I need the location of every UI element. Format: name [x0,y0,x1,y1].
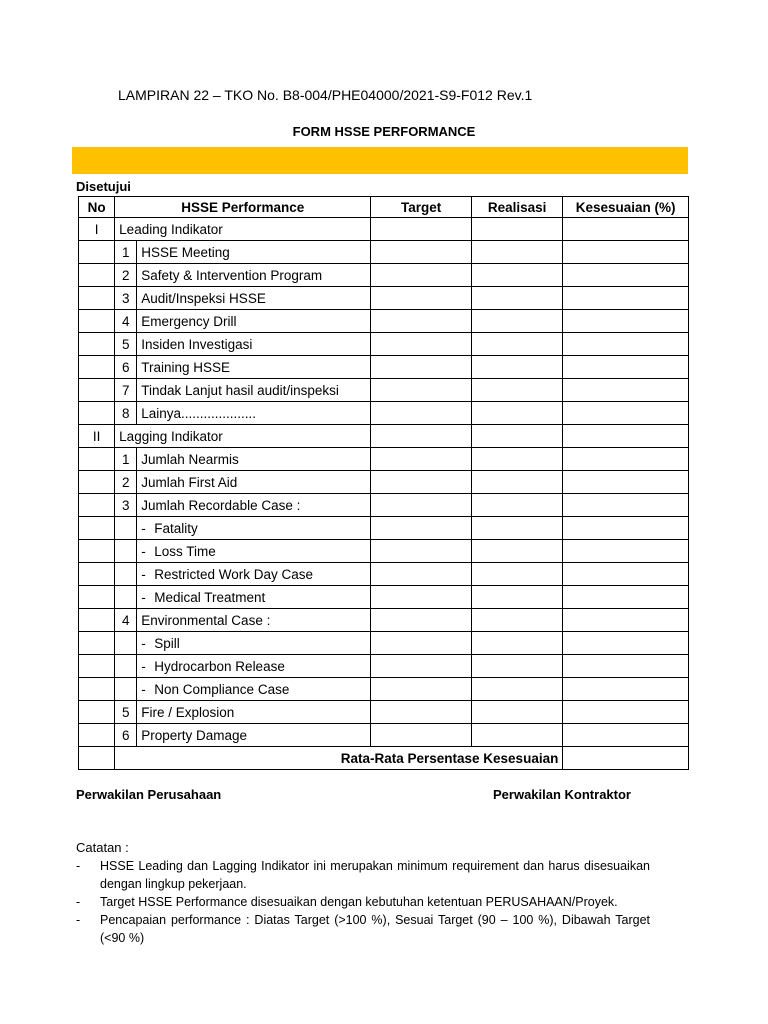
indicator-label-text: Spill [154,635,180,651]
realisasi-cell [471,517,562,540]
column-header-target: Target [371,197,471,218]
target-cell [371,425,471,448]
realisasi-cell [471,724,562,747]
indicator-label-text: Audit/Inspeksi HSSE [141,290,266,306]
contractor-representative-label: Perwakilan Kontraktor [493,787,631,802]
table-row [79,724,689,747]
indicator-label [137,310,371,333]
row-number [79,333,115,356]
approved-label: Disetujui [76,179,131,194]
realisasi-cell [471,471,562,494]
realisasi-cell [471,241,562,264]
indicator-label-text: Emergency Drill [141,313,237,329]
indicator-label-text: Non Compliance Case [154,681,290,697]
realisasi-cell [471,333,562,356]
kesesuaian-cell [563,356,689,379]
target-cell [371,540,471,563]
row-sub-number: 2 [115,471,137,494]
realisasi-cell [471,402,562,425]
kesesuaian-cell [563,655,689,678]
note-text: Pencapaian performance : Diatas Target (>100 %), Sesuai Target (90 – 100 %), Dibawah Target (<90 %) [100,913,650,945]
target-cell [371,379,471,402]
realisasi-cell [471,379,562,402]
indicator-label-text: Jumlah Recordable Case : [141,497,301,513]
realisasi-cell [471,632,562,655]
kesesuaian-cell [563,517,689,540]
kesesuaian-cell [563,563,689,586]
row-sub-number: 5 [115,701,137,724]
indicator-label-text: Environmental Case : [141,612,271,628]
average-blank-cell [79,747,115,770]
accent-bar [72,147,688,174]
average-row [79,747,689,770]
item-dash: - [141,520,146,536]
kesesuaian-cell [563,632,689,655]
table-body [79,197,689,770]
kesesuaian-cell [563,701,689,724]
kesesuaian-cell [563,724,689,747]
table-header-row [79,197,689,218]
table-row [79,218,689,241]
kesesuaian-cell [563,586,689,609]
form-title: FORM HSSE PERFORMANCE [292,124,476,139]
kesesuaian-cell [563,310,689,333]
kesesuaian-cell [563,678,689,701]
indicator-label [137,494,371,517]
target-cell [371,655,471,678]
note-bullet: - [76,859,81,873]
target-cell [371,287,471,310]
note-item [76,911,650,947]
realisasi-cell [471,218,562,241]
indicator-label [137,517,371,540]
kesesuaian-cell [563,241,689,264]
realisasi-cell [471,287,562,310]
indicator-label-text: Loss Time [154,543,216,559]
note-item [76,857,650,893]
row-sub-number [115,517,137,540]
target-cell [371,310,471,333]
kesesuaian-cell [563,402,689,425]
table-row [79,448,689,471]
realisasi-cell [471,540,562,563]
indicator-group-label: Leading Indikator [115,218,371,241]
indicator-label [137,333,371,356]
row-sub-number: 5 [115,333,137,356]
target-cell [371,494,471,517]
indicator-label-text: Safety & Intervention Program [141,267,323,283]
row-sub-number [115,632,137,655]
row-sub-number [115,655,137,678]
note-bullet: - [76,895,81,909]
target-cell [371,218,471,241]
table-row [79,241,689,264]
row-number [79,287,115,310]
indicator-label-text: Jumlah Nearmis [141,451,239,467]
row-number [79,494,115,517]
target-cell [371,517,471,540]
row-sub-number: 3 [115,494,137,517]
note-bullet: - [76,913,81,927]
target-cell [371,471,471,494]
realisasi-cell [471,655,562,678]
row-number [79,701,115,724]
indicator-label [137,724,371,747]
indicator-label-text: Lainya.................... [141,405,257,421]
note-item [76,893,650,911]
indicator-label [137,701,371,724]
row-sub-number [115,563,137,586]
realisasi-cell [471,563,562,586]
realisasi-cell [471,701,562,724]
row-sub-number [115,678,137,701]
column-header-hsse-performance: HSSE Performance [115,197,371,218]
row-sub-number: 1 [115,448,137,471]
indicator-label [137,609,371,632]
realisasi-cell [471,586,562,609]
kesesuaian-cell [563,494,689,517]
table-row [79,701,689,724]
target-cell [371,264,471,287]
document-reference: LAMPIRAN 22 – TKO No. B8-004/PHE04000/2021-S9-F012 Rev.1 [118,87,533,103]
indicator-label-text: Training HSSE [141,359,231,375]
indicator-label [137,287,371,310]
item-dash: - [141,543,146,559]
column-header-realisasi: Realisasi [471,197,562,218]
row-number [79,517,115,540]
row-sub-number: 1 [115,241,137,264]
row-number [79,402,115,425]
row-sub-number [115,540,137,563]
table-row [79,402,689,425]
row-number [79,356,115,379]
target-cell [371,356,471,379]
row-number [79,241,115,264]
note-text: HSSE Leading dan Lagging Indikator ini merupakan minimum requirement dan harus disesuaikan dengan lingkup pekerjaan. [100,859,650,891]
row-number [79,563,115,586]
realisasi-cell [471,264,562,287]
realisasi-cell [471,310,562,333]
realisasi-cell [471,448,562,471]
realisasi-cell [471,356,562,379]
target-cell [371,632,471,655]
indicator-group-label: Lagging Indikator [115,425,371,448]
indicator-label [137,632,371,655]
kesesuaian-cell [563,333,689,356]
table-row [79,678,689,701]
average-value-cell [563,747,689,770]
table-row [79,356,689,379]
indicator-label [137,356,371,379]
table-row [79,425,689,448]
table-row [79,517,689,540]
indicator-label-text: Restricted Work Day Case [154,566,314,582]
indicator-label [137,563,371,586]
notes-title: Catatan : [76,840,129,855]
indicator-label-text: Tindak Lanjut hasil audit/inspeksi [141,382,339,398]
indicator-label [137,540,371,563]
indicator-label [137,586,371,609]
target-cell [371,701,471,724]
row-number [79,678,115,701]
table-row [79,540,689,563]
target-cell [371,448,471,471]
row-number [79,379,115,402]
kesesuaian-cell [563,218,689,241]
target-cell [371,724,471,747]
kesesuaian-cell [563,264,689,287]
table-row [79,632,689,655]
target-cell [371,241,471,264]
indicator-label-text: Jumlah First Aid [141,474,238,490]
realisasi-cell [471,425,562,448]
kesesuaian-cell [563,471,689,494]
table-row [79,333,689,356]
table-row [79,494,689,517]
indicator-label-text: HSSE Meeting [141,244,230,260]
realisasi-cell [471,609,562,632]
table-row [79,563,689,586]
realisasi-cell [471,678,562,701]
row-sub-number: 3 [115,287,137,310]
indicator-label-text: Hydrocarbon Release [154,658,285,674]
row-sub-number: 4 [115,310,137,333]
table-row [79,609,689,632]
row-sub-number: 7 [115,379,137,402]
indicator-label [137,678,371,701]
indicator-label [137,471,371,494]
row-number [79,724,115,747]
table-row [79,287,689,310]
item-dash: - [141,681,146,697]
row-sub-number: 2 [115,264,137,287]
row-number [79,310,115,333]
target-cell [371,563,471,586]
table-row [79,471,689,494]
row-sub-number: 8 [115,402,137,425]
row-number: II [79,425,115,448]
indicator-label [137,655,371,678]
table-row [79,586,689,609]
table-row [79,264,689,287]
row-number [79,609,115,632]
item-dash: - [141,589,146,605]
indicator-label [137,241,371,264]
kesesuaian-cell [563,379,689,402]
notes-list [76,857,650,947]
indicator-label-text: Insiden Investigasi [141,336,253,352]
row-sub-number [115,586,137,609]
row-number [79,586,115,609]
indicator-label-text: Property Damage [141,727,248,743]
target-cell [371,678,471,701]
column-header-kesesuaian: Kesesuaian (%) [563,197,689,218]
kesesuaian-cell [563,448,689,471]
indicator-label-text: Medical Treatment [154,589,266,605]
kesesuaian-cell [563,609,689,632]
item-dash: - [141,635,146,651]
row-sub-number: 4 [115,609,137,632]
kesesuaian-cell [563,540,689,563]
table-row [79,379,689,402]
note-text: Target HSSE Performance disesuaikan dengan kebutuhan ketentuan PERUSAHAAN/Proyek. [100,895,618,909]
item-dash: - [141,566,146,582]
company-representative-label: Perwakilan Perusahaan [76,787,222,802]
indicator-label [137,448,371,471]
kesesuaian-cell [563,287,689,310]
row-number [79,471,115,494]
indicator-label [137,264,371,287]
realisasi-cell [471,494,562,517]
target-cell [371,333,471,356]
row-number: I [79,218,115,241]
row-number [79,632,115,655]
table-row [79,310,689,333]
target-cell [371,609,471,632]
column-header-no: No [79,197,115,218]
item-dash: - [141,658,146,674]
average-label: Rata-Rata Persentase Kesesuaian [115,747,563,770]
row-number [79,448,115,471]
hsse-performance-table [78,196,689,770]
row-sub-number: 6 [115,724,137,747]
table-row [79,655,689,678]
indicator-label-text: Fire / Explosion [141,704,235,720]
row-number [79,655,115,678]
indicator-label [137,402,371,425]
row-number [79,264,115,287]
indicator-label [137,379,371,402]
target-cell [371,402,471,425]
row-number [79,540,115,563]
indicator-label-text: Fatality [154,520,198,536]
kesesuaian-cell [563,425,689,448]
target-cell [371,586,471,609]
row-sub-number: 6 [115,356,137,379]
